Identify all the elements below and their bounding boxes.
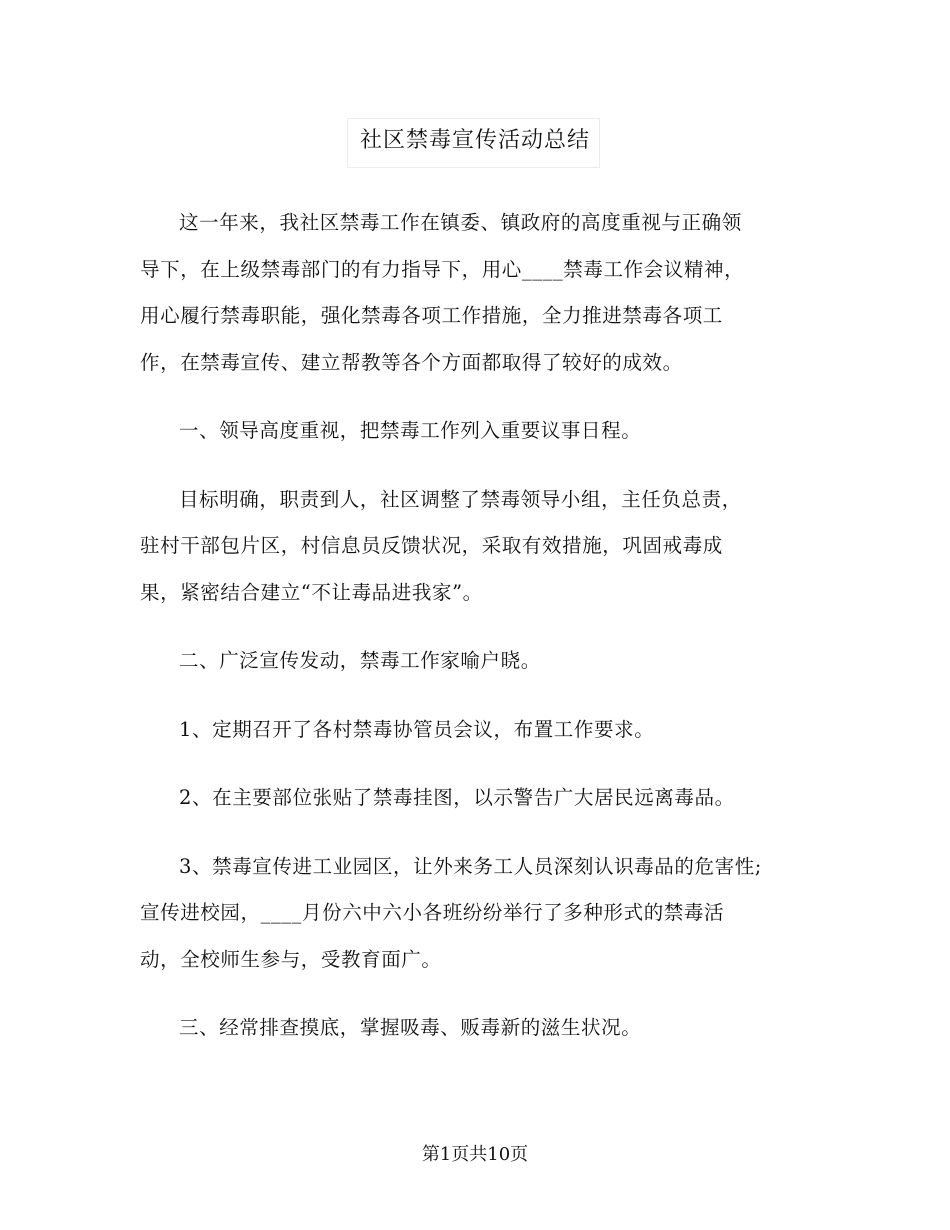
paragraph-line: 宣传进校园，____月份六中六小各班纷纷举行了多种形式的禁毒活 (140, 901, 725, 924)
paragraph-line: 用心履行禁毒职能，强化禁毒各项工作措施，全力推进禁毒各项工 (140, 304, 723, 327)
document-body (140, 200, 830, 1074)
paragraph-line: 目标明确，职责到人，社区调整了禁毒领导小组，主任负总责， (179, 487, 742, 511)
paragraph-line: 2、在主要部位张贴了禁毒挂图，以示警告广大居民远离毒品。 (179, 786, 735, 809)
paragraph-line: 作，在禁毒宣传、建立帮教等各个方面都取得了较好的成效。 (140, 350, 683, 374)
paragraph (140, 707, 830, 754)
document-title: 社区禁毒宣传活动总结 (359, 128, 590, 153)
paragraph-line: 动，全校师生参与，受教育面广。 (140, 947, 442, 971)
paragraph-line: 1、定期召开了各村禁毒协管员会议，布置工作要求。 (179, 717, 655, 741)
paragraph (140, 408, 830, 455)
paragraph-line: 一、领导高度重视，把禁毒工作列入重要议事日程。 (179, 419, 642, 442)
paragraph-line: 导下，在上级禁毒部门的有力指导下，用心____禁毒工作会议精神， (140, 257, 745, 281)
paragraph (140, 775, 830, 822)
page-footer: 第1页共10页 (421, 1144, 529, 1165)
paragraph-line: 三、经常排查摸底，掌握吸毒、贩毒新的滋生状况。 (179, 1016, 642, 1039)
paragraph (140, 477, 830, 617)
paragraph (140, 638, 830, 685)
paragraph (140, 200, 830, 386)
paragraph-line: 3、禁毒宣传进工业园区，让外来务工人员深刻认识毒品的危害性; (179, 854, 762, 878)
paragraph-line: 这一年来，我社区禁毒工作在镇委、镇政府的高度重视与正确领 (179, 211, 742, 234)
paragraph-line: 果，紧密结合建立“不让毒品进我家”。 (140, 580, 483, 604)
paragraph (140, 1005, 830, 1052)
paragraph-line: 二、广泛宣传发动，禁毒工作家喻户晓。 (179, 649, 541, 672)
paragraph-line: 驻村干部包片区，村信息员反馈状况，采取有效措施，巩固戒毒成 (140, 534, 723, 557)
paragraph (140, 844, 830, 984)
